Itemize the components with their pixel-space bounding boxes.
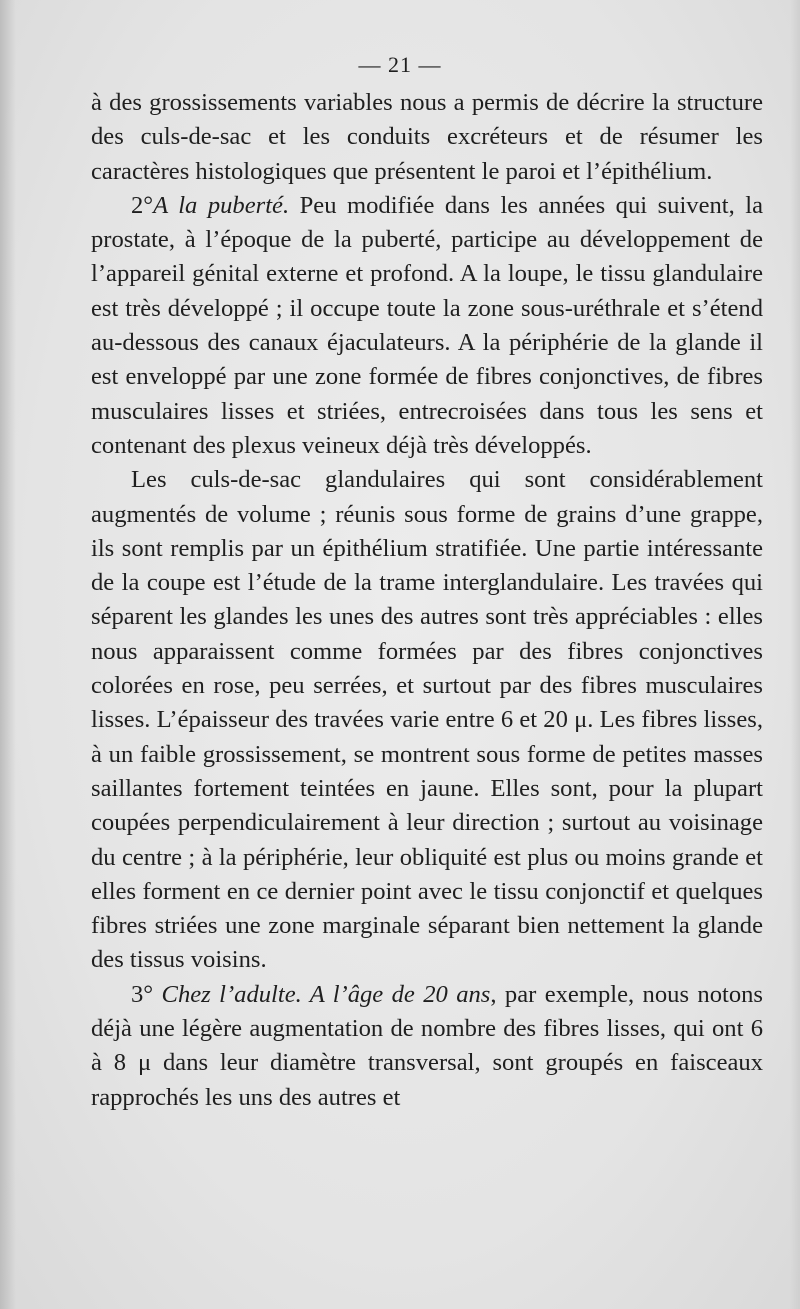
page-edge-shadow [790,0,800,1309]
page-number: — 21 — [358,52,442,77]
paragraph-3: Les culs-de-sac glandulaires qui sont considérablement augmentés de volume ; réunis sous forme de grains d’une grappe, ils sont remplis par un épithélium stratifiée. Une partie intéressante de la coupe est l’étude de la trame interglandulaire. Les travées qui séparent les glandes les unes des autres sont très appréciables : elles nous apparaissent comme formées par des fibres conjonctives colorées en rose, peu serrées, et surtout par des fibres musculaires lisses. L’épaisseur des travées varie entre 6 et 20 μ. Les fibres lisses, à un faible grossissement, se montrent sous forme de petites masses saillantes fortement teintées en jaune. Elles sont, pour la plupart coupées perpendiculairement à leur direction ; surtout au voisinage du centre ; à la périphérie, leur obliquité est plus ou moins grande et elles forment en ce dernier point avec le tissu conjonctif et quelques fibres striées une zone marginale séparant bien nettement la glande des tissus voisins. [91,466,763,974]
paragraph-4-body: , par exemple, nous notons déjà une légère augmentation de nombre des fibres lisses, qui ont 6 à 8 μ dans leur diamètre transversal, sont groupés en faisceaux rapprochés les uns des autres et [91,980,764,1111]
section-heading-adulte: Chez l’adulte. A l’âge de 20 ans [161,980,491,1008]
section-number-3: 3° [131,980,154,1008]
section-heading-puberte: A la puberté. [153,191,290,219]
page-gutter-shadow [0,0,16,1309]
paragraph-2-body: Peu modifiée dans les années qui suivent, la prostate, à l’époque de la puberté, participe au développement de l’appareil génital externe et profond. A la loupe, le tissu glandulaire est très développé ; il occupe toute la zone sous-uréthrale et s’étend au-dessous des canaux éjaculateurs. A la périphérie de la glande il est enveloppé par une zone formée de fibres conjonctives, de fibres musculaires lisses et striées, entrecroisées dans tous les sens et contenant des plexus veineux déjà très développés. [91,191,764,459]
paragraph-1: à des grossissements variables nous a permis de décrire la structure des culs-de-sac et les conduits excréteurs et de résumer les caractères histologiques que présentent le paroi et l’épithélium. [91,89,763,185]
paragraph-4 [91,978,763,1115]
section-number-2: 2° [131,191,154,219]
body-text [91,86,763,1115]
paragraph-2 [91,189,763,463]
